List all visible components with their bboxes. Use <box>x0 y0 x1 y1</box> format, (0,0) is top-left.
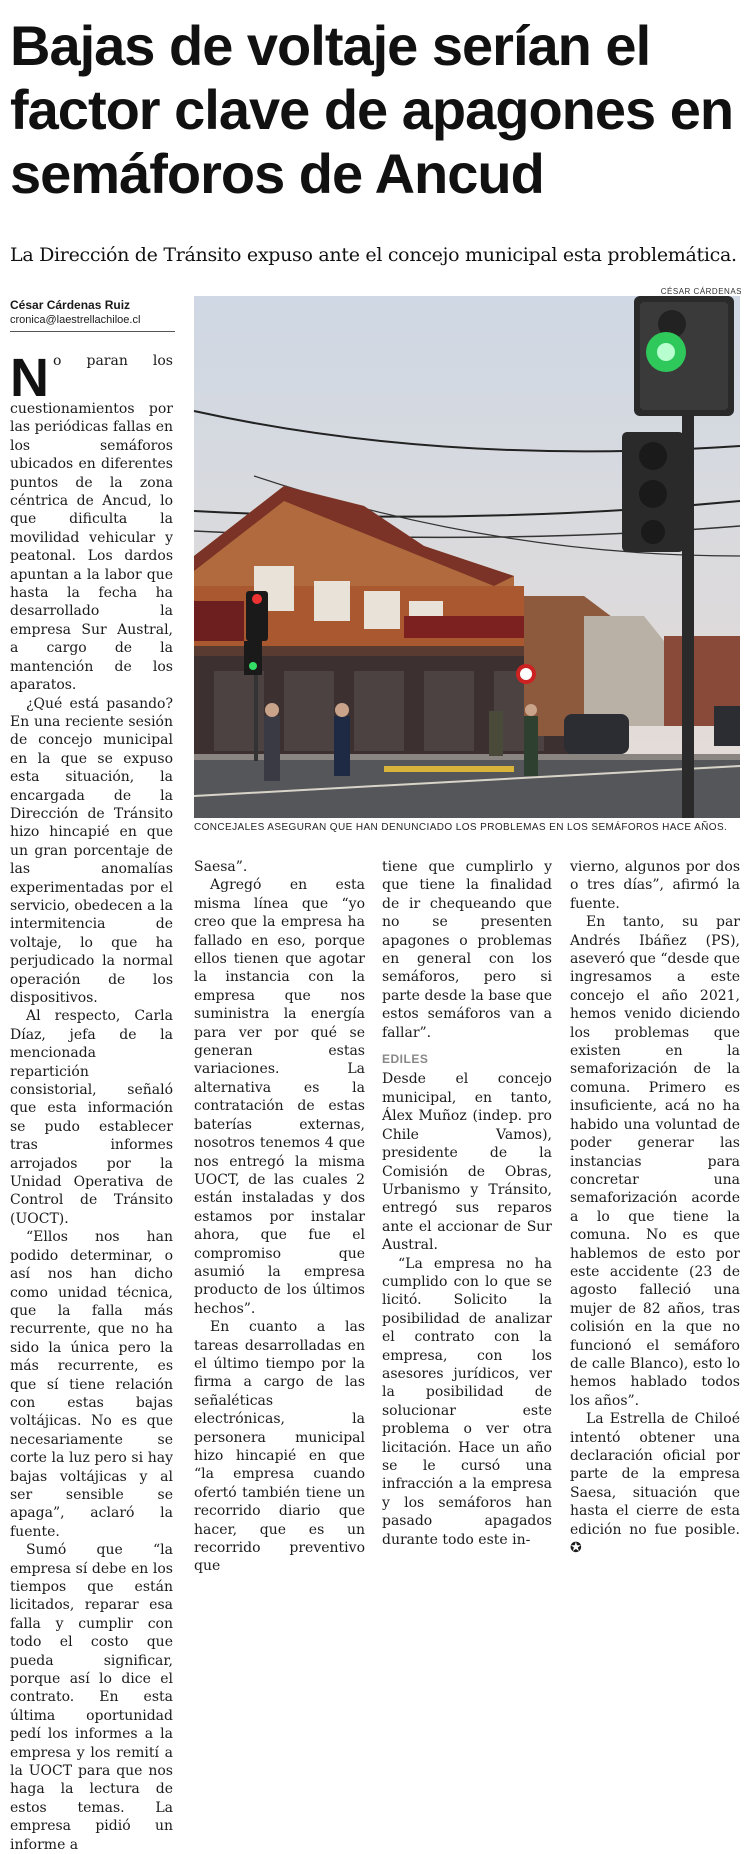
paragraph: Saesa”. <box>194 859 248 875</box>
paragraph: ¿Qué está pasando? En una reciente sesión de concejo municipal en la que se expuso esta situación, la encargada de la Dirección de Tránsito hizo hincapié en que un gran porcentaje de las anomalías experimentadas por el servicio, obedecen a la intermitencia de voltaje, lo que ha perjudicado la normal operación de los dispositivos. <box>10 695 173 1006</box>
paragraph: En tanto, su par Andrés Ibáñez (PS), aseveró que “desde que ingresamos a este concejo el año 2021, hemos venido diciendo los problemas que existen en la semaforización de la comuna. Primero es insuficiente, acá no ha habido una voluntad de poder generar las instancias para concretar una semaforización acorde a lo que tiene la comuna. No es que hablemos de esto por este accidente (23 de agosto falleció una mujer de 82 años, tras colisión en la que no funcionó el semáforo de calle Blanco), esto lo hemos hablado todos los años”. <box>570 914 740 1409</box>
column-4 <box>570 858 740 1557</box>
paragraph: En cuanto a las tareas desarrolladas en el último tiempo por la firma a cargo de las señaléticas electrónicas, la personera municipal hizo hincapié en que “la empresa cuando ofertó también tiene un recorrido diario que hacer, que es un recorrido preventivo que <box>194 1319 365 1575</box>
deck-subtitle: La Dirección de Tránsito expuso ante el concejo municipal esta problemática. <box>10 244 737 266</box>
paragraph: La Estrella de Chiloé intentó obtener una declaración oficial por parte de la empresa Saesa, situación que hasta el cierre de esta edición no fue posible. ✪ <box>570 1411 740 1557</box>
paragraph: Desde el concejo municipal, en tanto, Álex Muñoz (indep. pro Chile Vamos), presidente de la Comisión de Obras, Urbanismo y Tránsito, entregó sus reparos ante el accionar de Sur Austral. <box>382 1071 552 1254</box>
street-scene-image <box>194 296 740 818</box>
column-1 <box>10 348 173 1853</box>
paragraph: Sumó que “la empresa sí debe en los tiempos que están licitados, reparar esa falla y cumplir con todo el costo que pueda significar, porque así lo dice el contrato. En esta última oportunidad pedí los informes a la empresa y los remití a la UOCT para que nos haga la lectura de estos temas. La empresa pidió un informe a <box>10 1542 173 1853</box>
article-photo <box>194 296 740 818</box>
section-subhead: EDILES <box>382 1052 429 1067</box>
headline: Bajas de voltaje serían el factor clave de apagones en semáforos de Ancud <box>10 14 734 205</box>
drop-cap: N <box>10 348 49 408</box>
photo-credit: CÉSAR CÁRDENAS <box>660 287 742 296</box>
paragraph: o paran los cuestionamientos por las periódicas fallas en los semáforos ubicados en diferentes puntos de la zona céntrica de Ancud, lo que dificulta la movilidad vehicular y peatonal. Los dardos apuntan a la labor que hasta la fecha ha desarrollado la empresa Sur Austral, a cargo de la mantención de los aparatos. <box>10 353 173 694</box>
paragraph: Al respecto, Carla Díaz, jefa de la mencionada repartición consistorial, señaló que esta información se pudo establecer tras informes arrojados por la Unidad Operativa de Control de Tránsito (UOCT). <box>10 1008 173 1227</box>
author-email[interactable]: cronica@laestrellachiloe.cl <box>10 314 141 326</box>
paragraph: tiene que cumplirlo y que tiene la finalidad de ir chequeando que no se presenten apagones o problemas en general con los semáforos, pero si parte desde la base que estos semáforos van a fallar”. <box>382 859 552 1041</box>
paragraph: “La empresa no ha cumplido con lo que se licitó. Solicito la posibilidad de analizar el contrato con la empresa, con los asesores jurídicos, ver la posibilidad de solucionar este problema o ver otra licitación. Hace un año se le cursó una infracción a la empresa y los semáforos han pasado apagados durante todo este in- <box>382 1255 552 1548</box>
column-2 <box>194 858 365 1575</box>
paragraph: vierno, algunos por dos o tres días”, afirmó la fuente. <box>570 859 740 912</box>
photo-caption: CONCEJALES ASEGURAN QUE HAN DENUNCIADO LOS PROBLEMAS EN LOS SEMÁFOROS HACE AÑOS. <box>194 822 728 833</box>
byline <box>10 298 175 332</box>
column-3 <box>382 858 552 1548</box>
paragraph: “Ellos nos han podido determinar, o así nos han dicho como unidad técnica, que la falla más recurrente, que no ha sido la única pero la más recurrente, es que sí tiene relación con estas bajas voltájicas. No es que necesariamente se corte la luz pero si hay bajas voltájicas y al ser sensible se apaga”, aclaró la fuente. <box>10 1229 173 1540</box>
author-name: César Cárdenas Ruiz <box>10 298 131 312</box>
paragraph: Agregó en esta misma línea que “yo creo que la empresa ha fallado en eso, porque ellos tienen que agotar la instancia con la empresa que nos suministra la energía para ver por qué se generan estas variaciones. La alternativa es la contratación de estas baterías externas, nosotros tenemos 4 que nos entregó la misma UOCT, de las cuales 2 están instaladas y dos estamos por instalar ahora, que fue el compromiso que asumió la empresa producto de los últimos hechos”. <box>194 877 365 1317</box>
